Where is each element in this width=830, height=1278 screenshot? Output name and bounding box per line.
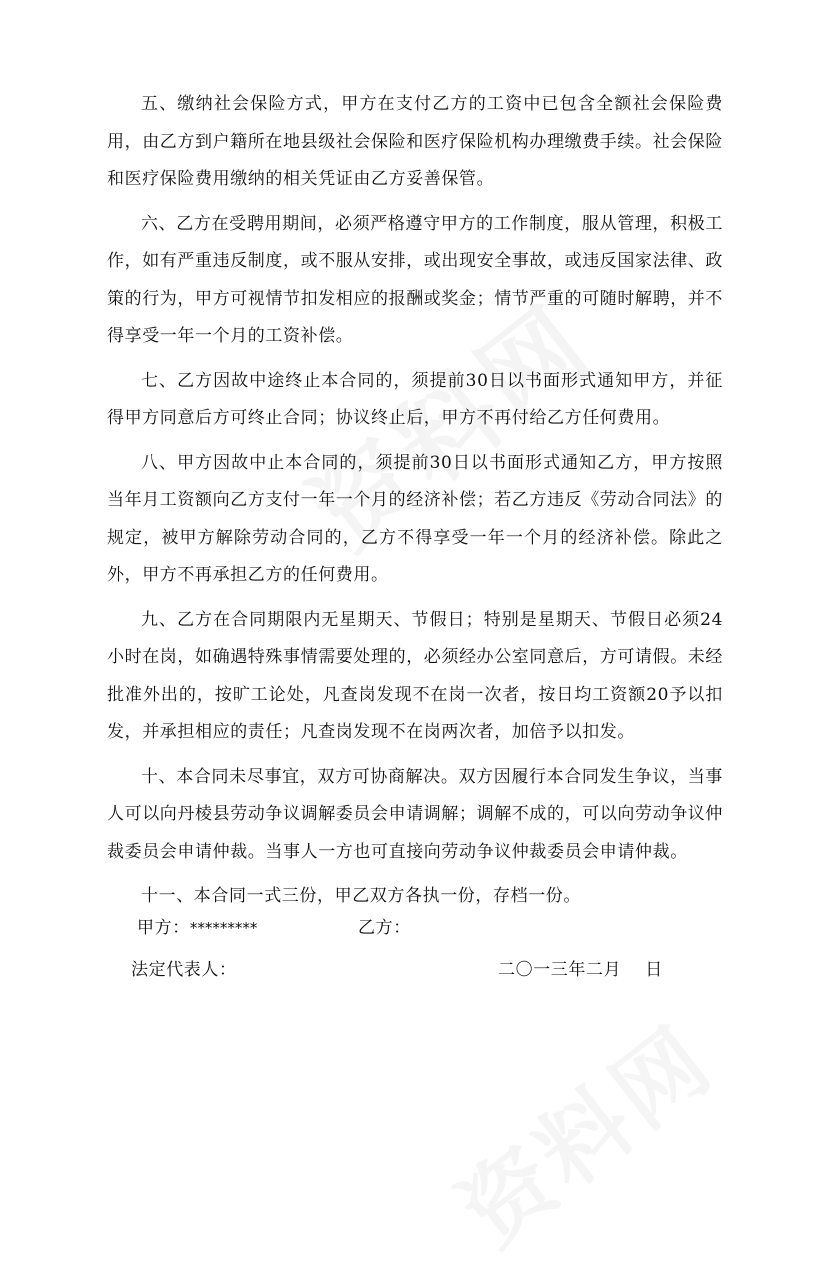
party-b-label: 乙方： <box>358 918 411 938</box>
clause-5: 五、缴纳社会保险方式，甲方在支付乙方的工资中已包含全额社会保险费用，由乙方到户籍所在地县级社会保险和医疗保险机构办理缴费手续。社会保险和医疗保险费用缴纳的相关凭证由乙方妥善保管。 <box>107 94 723 189</box>
clause-10: 十、本合同未尽事宜，双方可协商解决。双方因履行本合同发生争议，当事人可以向丹棱县劳动争议调解委员会申请调解；调解不成的，可以向劳动争议仲裁委员会申请仲裁。当事人一方也可直接向劳动争议仲裁委员会申请仲裁。 <box>107 766 723 862</box>
signing-date: 二〇一三年二月 日 <box>498 960 663 980</box>
party-a-label: 甲方： <box>137 918 190 938</box>
clause-9: 九、乙方在合同期限内无星期天、节假日；特别是星期天、节假日必须24小时在岗，如确遇特殊事情需要处理的，必须经办公室同意后，方可请假。未经批准外出的，按旷工论处，凡查岗发现不在岗一次者，按日均工资额20予以扣发，并承担相应的责任；凡查岗发现不在岗两次者，加倍予以扣发。 <box>107 609 723 742</box>
clause-8: 八、甲方因故中止本合同的，须提前30日以书面形式通知乙方，甲方按照当年月工资额向乙方支付一年一个月的经济补偿；若乙方违反《劳动合同法》的规定，被甲方解除劳动合同的，乙方不得享受一年一个月的经济补偿。除此之外，甲方不再承担乙方的任何费用。 <box>107 452 723 585</box>
legal-representative <box>131 955 237 980</box>
party-b-signature <box>358 913 411 938</box>
party-a-signature <box>137 913 257 938</box>
legal-rep-label: 法定代表人： <box>131 960 237 980</box>
contract-body <box>107 86 723 923</box>
party-a-name: ********* <box>189 919 258 937</box>
clause-6: 六、乙方在受聘用期间，必须严格遵守甲方的工作制度，服从管理，积极工作，如有严重违反制度，或不服从安排，或出现安全事故，或违反国家法律、政策的行为，甲方可视情节扣发相应的报酬或奖金；情节严重的可随时解聘，并不得享受一年一个月的工资补偿。 <box>107 213 723 346</box>
clause-11: 十一、本合同一式三份，甲乙双方各执一份，存档一份。 <box>141 886 581 906</box>
clause-7: 七、乙方因故中途终止本合同的，须提前30日以书面形式通知甲方，并征得甲方同意后方可终止合同；协议终止后，甲方不再付给乙方任何费用。 <box>107 370 723 428</box>
watermark-text-lower <box>429 982 752 1277</box>
